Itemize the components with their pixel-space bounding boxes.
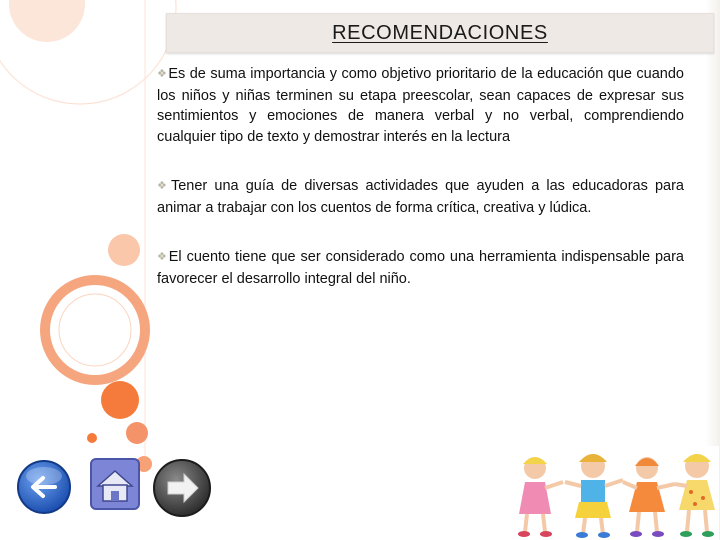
diamond-bullet-icon: ❖ (157, 180, 170, 192)
children-illustration (505, 446, 719, 540)
diamond-bullet-icon: ❖ (157, 251, 168, 263)
title-bar (166, 13, 714, 53)
slide-title: RECOMENDACIONES (332, 22, 548, 44)
left-arrow-icon (15, 458, 73, 516)
next-button[interactable] (150, 457, 214, 519)
bullet-item-2 (157, 176, 684, 218)
right-arrow-icon (150, 457, 214, 519)
large-ring (0, 0, 176, 104)
inner-ring (59, 294, 131, 366)
tiny-circle (87, 433, 97, 443)
pale-circle (9, 0, 85, 42)
light-circle (108, 234, 140, 266)
bullet-text-3: El cuento tiene que ser considerado como una herramienta indispensable para favorecer el desarrollo integral del niño. (157, 249, 684, 287)
bullet-text-1: Es de suma importancia y como objetivo prioritario de la educación que cuando los niños y niñas terminen su etapa preescolar, sean capaces de expresar sus sentimientos y emociones de manera verbal y no verbal, comprendiendo cualquier tipo de texto y demostrar interés en la lectura (157, 66, 684, 145)
bullet-list (157, 64, 684, 318)
small-orange-circle (101, 381, 139, 419)
home-button[interactable] (87, 455, 143, 513)
mid-orange-circle (126, 422, 148, 444)
diamond-bullet-icon: ❖ (157, 68, 168, 80)
back-button[interactable] (15, 458, 73, 516)
home-icon (87, 455, 143, 513)
bullet-item-1 (157, 64, 684, 147)
large-orange-circle (45, 280, 145, 380)
bullet-item-3 (157, 247, 684, 289)
bullet-text-2: Tener una guía de diversas actividades que ayuden a las educadoras para animar a trabajar con los cuentos de forma crítica, creativa y lúdica. (157, 178, 684, 216)
